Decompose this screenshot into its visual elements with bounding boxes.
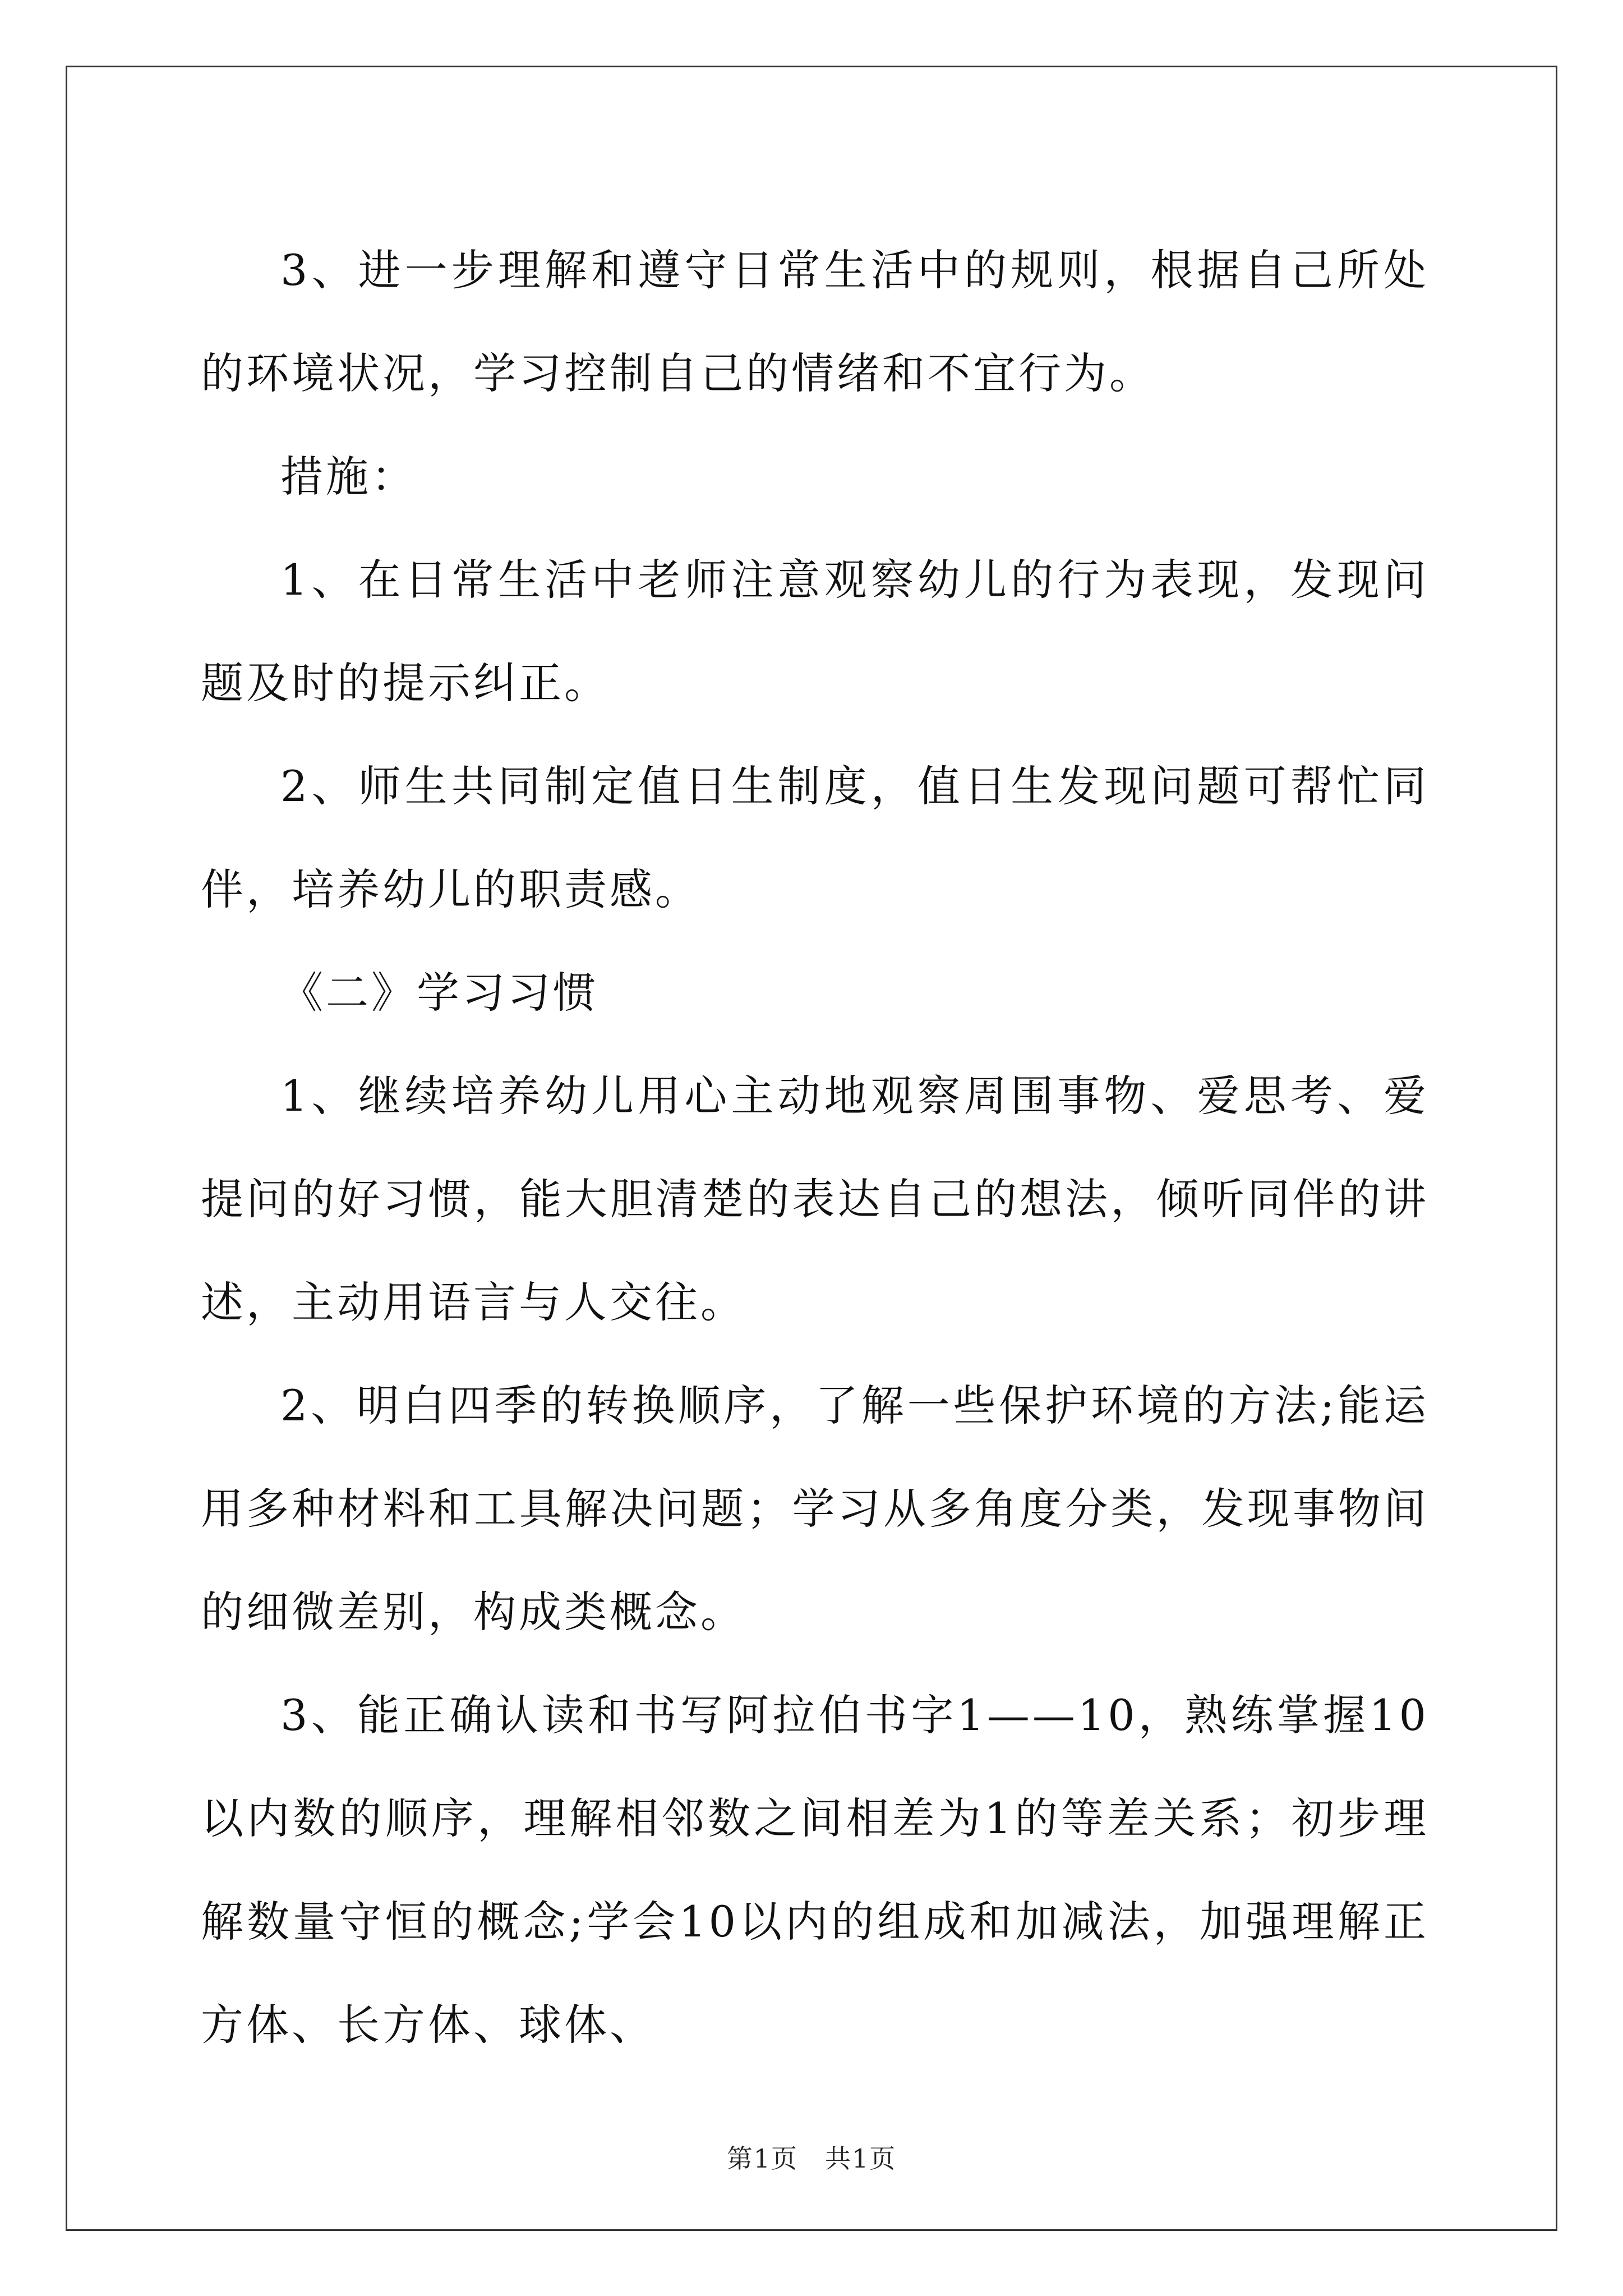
paragraph-measures-heading: 措施： xyxy=(280,452,417,501)
paragraph-measure-2: 2、师生共同制定值日生制度，值日生发现问题可帮忙同伴，培养幼儿的职责感。 xyxy=(201,761,1429,914)
section-heading-study-habits: 《二》学习习惯 xyxy=(280,968,598,1018)
paragraph-study-habit-1: 1、继续培养幼儿用心主动地观察周围事物、爱思考、爱提问的好习惯，能大胆清楚的表达自己的想法，倾听同伴的讲述，主动用语言与人交往。 xyxy=(201,1071,1429,1327)
paragraph-measure-1: 1、在日常生活中老师注意观察幼儿的行为表现，发现问题及时的提示纠正。 xyxy=(201,555,1429,708)
paragraph-rule-following: 3、进一步理解和遵守日常生活中的规则，根据自己所处的环境状况，学习控制自己的情绪和不宜行为。 xyxy=(201,245,1429,398)
document-body xyxy=(201,219,1429,2077)
paragraph-study-habit-2: 2、明白四季的转换顺序，了解一些保护环境的方法;能运用多种材料和工具解决问题；学习从多角度分类，发现事物间的细微差别，构成类概念。 xyxy=(201,1381,1429,1637)
paragraph-study-habit-3: 3、能正确认读和书写阿拉伯书字1——10，熟练掌握10以内数的顺序，理解相邻数之间相差为1的等差关系；初步理解数量守恒的概念;学会10以内的组成和加减法，加强理解正方体、长方体、球体、 xyxy=(201,1690,1429,2050)
page-number-footer: 第1页 共1页 xyxy=(726,2143,897,2174)
